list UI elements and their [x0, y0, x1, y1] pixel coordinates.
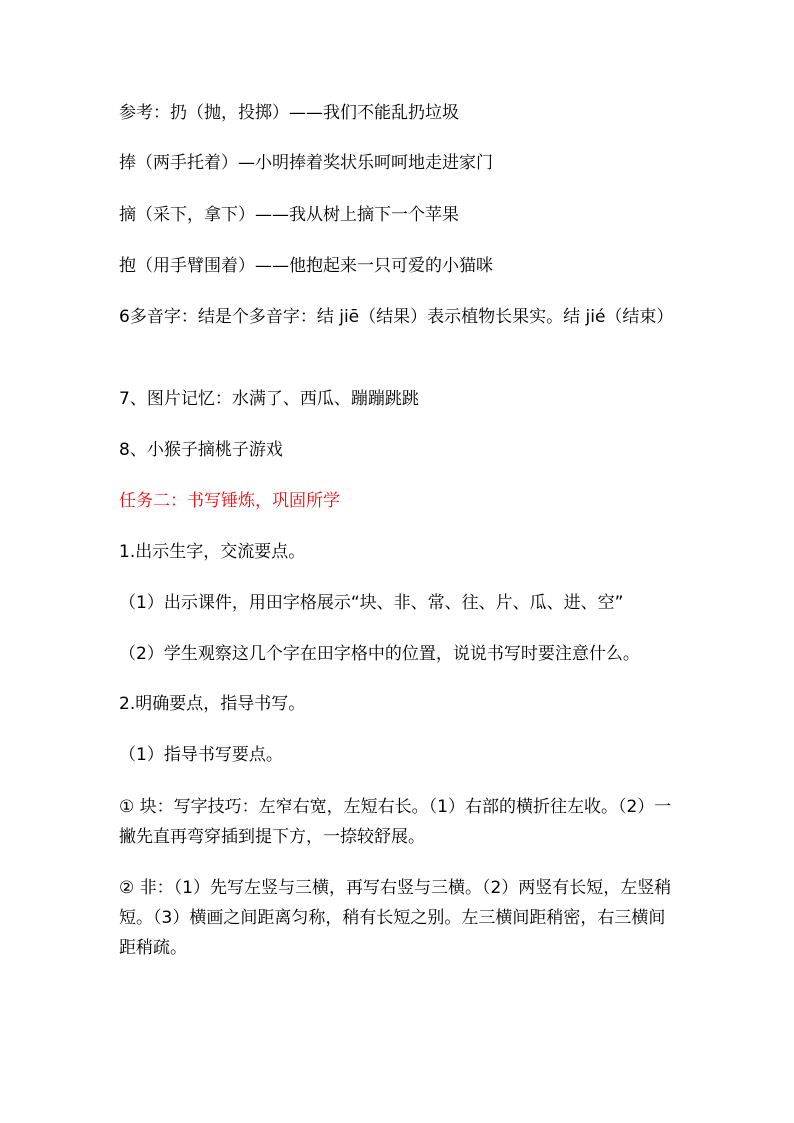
paragraph-bao: 抱（用手臂围着）——他抱起来一只可爱的小猫咪 [119, 256, 493, 276]
paragraph-clarify-points: 2.明确要点，指导书写。 [119, 694, 306, 714]
paragraph-picture-memory: 7、图片记忆：水满了、西瓜、蹦蹦跳跳 [119, 389, 419, 409]
paragraph-show-characters: 1.出示生字，交流要点。 [119, 542, 306, 562]
paragraph-step-2-observe: （2）学生观察这几个字在田字格中的位置，说说书写时要注意什么。 [119, 644, 640, 664]
paragraph-reference-reng: 参考：扔（抛，投掷）——我们不能乱扔垃圾 [119, 103, 459, 123]
paragraph-zhai: 摘（采下，拿下）——我从树上摘下一个苹果 [119, 205, 459, 225]
paragraph-polyphone: 6多音字：结是个多音字：结 jiē（结果）表示植物长果实。结 jié（结束） [119, 307, 674, 327]
paragraph-monkey-game: 8、小猴子摘桃子游戏 [119, 440, 283, 460]
paragraph-kuai-tips: ① 块：写字技巧：左窄右宽，左短右长。（1）右部的横折往左收。（2）一撇先直再弯穿插到提下方，一捺较舒展。 [119, 797, 672, 847]
paragraph-writing-guidance: （1）指导书写要点。 [119, 745, 283, 765]
paragraph-peng: 捧（两手托着）—小明捧着奖状乐呵呵地走进家门 [119, 153, 493, 173]
paragraph-step-1-courseware: （1）出示课件，用田字格展示“块、非、常、往、片、瓜、进、空” [119, 593, 624, 613]
paragraph-fei-tips: ② 非：（1）先写左竖与三横，再写右竖与三横。（2）两竖有长短，左竖稍短。（3）横画之间距离匀称，稍有长短之别。左三横间距稍密，右三横间距稍疏。 [119, 878, 672, 958]
section-heading-task-two: 任务二：书写锤炼，巩固所学 [119, 491, 340, 511]
